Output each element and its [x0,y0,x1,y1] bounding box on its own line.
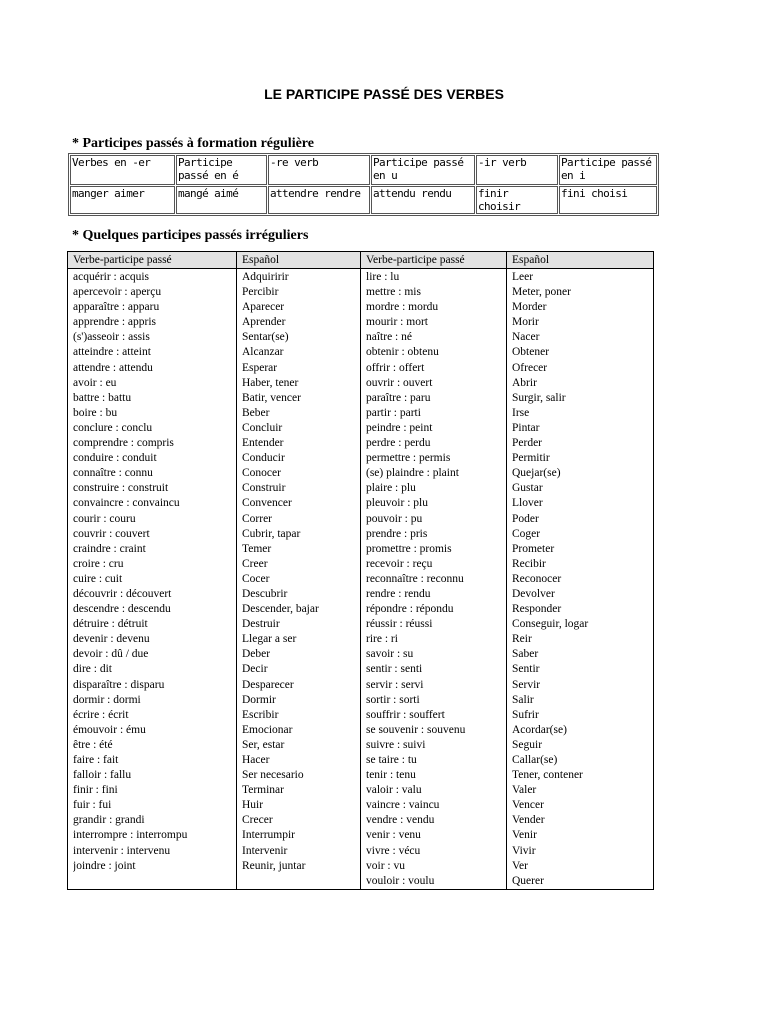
list-item: Beber [242,406,270,419]
list-item: Seguir [512,738,543,751]
list-item: Abrir [512,376,537,389]
list-item: Permitir [512,452,550,465]
list-item: Gustar [512,482,543,495]
list-item: faire : fait [73,754,119,766]
header-cell: Participe passé en i [559,155,657,185]
header-cell: -ir verb [476,155,558,185]
list-item: Entender [242,437,284,450]
list-item: interrompre : interrompu [73,829,188,842]
list-item: finir : fini [73,784,118,797]
list-item: Construir [242,482,286,495]
list-item: ouvrir : ouvert [366,376,433,389]
column-header: Verbe-participe passé [361,252,507,269]
list-item: Conocer [242,467,281,480]
list-item: fuir : fui [73,799,112,812]
list-item: Reconocer [512,572,562,585]
list-item: venir : venu [366,829,421,842]
list-item: convaincre : convaincu [73,497,180,510]
list-item: Morder [512,301,547,314]
list-item: suivre : suivi [366,738,426,751]
list-item: Intervenir [242,844,288,857]
list-item: vouloir : voulu [366,874,435,887]
list-item: devoir : dû / due [73,648,149,661]
list-item: Valer [512,784,537,797]
list-item: acquérir : acquis [73,271,149,283]
list-item: Sufrir [512,708,539,721]
list-item: Escribir [242,708,279,721]
list-item: Venir [512,829,537,842]
list-item: vivre : vécu [366,844,421,857]
list-item: Terminar [242,784,284,797]
list-item: Emocionar [242,723,293,736]
list-item: cuire : cuit [73,572,123,585]
list-item: devenir : devenu [73,633,150,646]
header-cell: -re verb [268,155,370,185]
list-item: Creer [242,557,268,570]
header-cell: Participe passé en é [176,155,267,185]
list-item: mettre : mis [366,286,421,299]
list-item: Descubrir [242,587,288,600]
list-item: Devolver [512,587,555,600]
list-item: Surgir, salir [512,391,566,404]
table-row [70,155,657,185]
list-item: courir : couru [73,512,136,525]
list-item: obtenir : obtenu [366,346,439,359]
list-item: Ser necesario [242,769,304,782]
list-item: Convencer [242,497,292,510]
list-item: Haber, tener [242,376,299,389]
list-item: descendre : descendu [73,603,171,616]
list-item: rendre : rendu [366,587,431,600]
list-item: valoir : valu [366,784,422,797]
list-item: Destruir [242,618,280,631]
list-item: écrire : écrit [73,708,129,721]
list-item: offrir : offert [366,361,425,374]
list-item: Ser, estar [242,738,285,751]
list-item: se souvenir : souvenu [366,723,466,736]
list-item: mourir : mort [366,316,428,329]
column-header: Español [507,252,654,269]
list-item: battre : battu [73,391,132,404]
list-item: construire : construit [73,482,169,495]
list-item: Conseguir, logar [512,618,589,631]
list-item: Cocer [242,572,270,585]
list-item: Quejar(se) [512,467,561,480]
list-item: promettre : promis [366,542,452,555]
list-item: Hacer [242,754,270,766]
list-item: Cubrir, tapar [242,527,301,540]
list-item: Responder [512,603,562,616]
list-item: répondre : répondu [366,603,454,616]
list-item: naître : né [366,331,412,344]
list-item: connaître : connu [73,467,153,480]
list-item: grandir : grandi [73,814,145,827]
list-item: Llover [512,497,543,510]
list-item: Perder [512,437,543,450]
list-item: souffrir : souffert [366,708,445,721]
list-item: Deber [242,648,271,661]
list-item: attendre : attendu [73,361,153,374]
list-item: Aparecer [242,301,285,314]
spanish-column-1 [237,269,361,890]
list-item: intervenir : intervenu [73,844,171,857]
page-title: LE PARTICIPE PASSÉ DES VERBES [264,86,504,102]
list-item: Ver [512,859,528,872]
list-item: lire : lu [366,271,400,283]
list-item: Dormir [242,693,276,706]
list-item: Reunir, juntar [242,859,306,872]
irregular-participles-table [67,251,654,890]
list-item: Sentir [512,663,540,676]
list-item: Prometer [512,542,555,555]
regular-participles-table [68,153,659,216]
list-item: peindre : peint [366,421,433,434]
list-item: boire : bu [73,406,118,419]
section-heading-regular: * Participes passés à formation régulière [72,136,314,151]
list-item: Batir, vencer [242,391,301,404]
list-item: Percibir [242,286,279,299]
list-item: Obtener [512,346,550,359]
list-item: comprendre : compris [73,437,174,450]
list-item: être : été [73,738,113,751]
list-item: servir : servi [366,678,424,691]
list-item: craindre : craint [73,542,146,555]
list-item: Irse [512,406,530,419]
list-item: couvrir : couvert [73,527,150,540]
list-item: découvrir : découvert [73,587,172,600]
list-item: mordre : mordu [366,301,439,314]
list-item: savoir : su [366,648,414,661]
list-item: falloir : fallu [73,769,132,782]
list-item: (se) plaindre : plaint [366,467,459,480]
list-item: atteindre : atteint [73,346,151,359]
list-item: partir : parti [366,406,421,419]
list-item: Querer [512,874,544,887]
table-cell: finir choisir [476,186,558,214]
list-item: Esperar [242,361,278,374]
table-row [70,186,657,214]
table-cell: attendre rendre [268,186,370,214]
list-item: Descender, bajar [242,603,319,616]
list-item: sortir : sorti [366,693,420,706]
list-item: Aprender [242,316,286,329]
list-item: Concluir [242,421,283,434]
list-item: Decir [242,663,268,676]
list-item: Salir [512,693,534,706]
list-item: conduire : conduit [73,452,157,465]
list-item: reconnaître : reconnu [366,572,464,585]
list-item: prendre : pris [366,527,428,540]
list-item: paraître : paru [366,391,431,404]
list-item: vaincre : vaincu [366,799,440,812]
list-item: Alcanzar [242,346,284,359]
list-item: Nacer [512,331,540,344]
list-item: apercevoir : aperçu [73,286,162,299]
verb-column-1 [68,269,237,890]
list-item: Conducir [242,452,285,465]
list-item: avoir : eu [73,376,117,389]
list-item: Meter, poner [512,286,571,299]
verb-column-2 [361,269,507,890]
spanish-column-2 [507,269,654,890]
list-item: Temer [242,542,272,555]
list-item: Acordar(se) [512,723,567,736]
table-cell: attendu rendu [371,186,475,214]
list-item: joindre : joint [73,859,136,872]
table-body-row [68,269,654,890]
section-heading-irregular: * Quelques participes passés irréguliers [72,228,309,243]
list-item: Vender [512,814,545,827]
list-item: Sentar(se) [242,331,289,344]
list-item: conclure : conclu [73,421,153,434]
list-item: pleuvoir : plu [366,497,428,510]
header-cell: Participe passé en u [371,155,475,185]
list-item: se taire : tu [366,754,417,766]
header-cell: Verbes en -er [70,155,175,185]
list-item: (s')asseoir : assis [73,331,150,344]
list-item: Vencer [512,799,544,812]
list-item: disparaître : disparu [73,678,165,691]
list-item: Llegar a ser [242,633,297,646]
table-cell: fini choisi [559,186,657,214]
list-item: apparaître : apparu [73,301,160,314]
list-item: sentir : senti [366,663,423,676]
list-item: Huir [242,799,264,812]
list-item: Callar(se) [512,754,558,766]
list-item: permettre : permis [366,452,451,465]
list-item: vendre : vendu [366,814,435,827]
list-item: dire : dit [73,663,112,676]
column-header: Verbe-participe passé [68,252,237,269]
list-item: Ofrecer [512,361,548,374]
table-cell: mangé aimé [176,186,267,214]
list-item: Servir [512,678,541,691]
list-item: Vivir [512,844,536,857]
list-item: Poder [512,512,539,525]
list-item: croire : cru [73,557,124,570]
list-item: Morir [512,316,539,329]
list-item: émouvoir : ému [73,723,146,736]
list-item: Pintar [512,421,540,434]
list-item: Interrumpir [242,829,296,842]
list-item: apprendre : appris [73,316,157,329]
list-item: détruire : détruit [73,618,148,631]
list-item: Tener, contener [512,769,583,782]
list-item: Coger [512,527,541,540]
list-item: Desparecer [242,678,294,691]
table-cell: manger aimer [70,186,175,214]
list-item: Crecer [242,814,273,827]
list-item: plaire : plu [366,482,416,495]
table-header-row [68,252,654,269]
list-item: Recibir [512,557,546,570]
list-item: réussir : réussi [366,618,433,631]
list-item: rire : ri [366,633,398,646]
list-item: perdre : perdu [366,437,431,450]
list-item: recevoir : reçu [366,557,433,570]
list-item: pouvoir : pu [366,512,423,525]
list-item: tenir : tenu [366,769,416,782]
list-item: Correr [242,512,273,525]
list-item: Leer [512,271,534,283]
list-item: voir : vu [366,859,405,872]
list-item: dormir : dormi [73,693,141,706]
list-item: Saber [512,648,539,661]
column-header: Español [237,252,361,269]
list-item: Reir [512,633,532,646]
list-item: Adquiririr [242,271,289,283]
